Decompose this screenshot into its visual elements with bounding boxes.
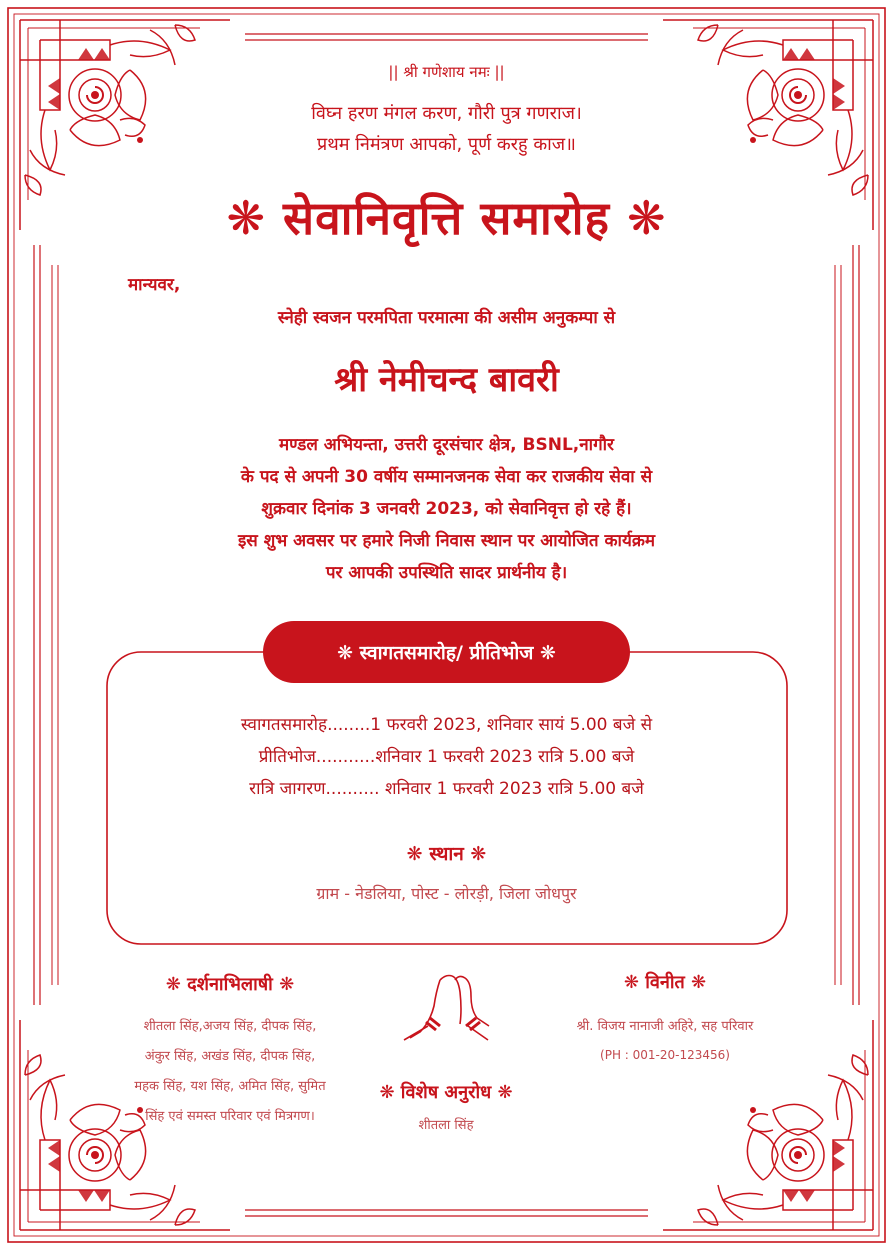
shloka-line-2: प्रथम निमंत्रण आपको, पूर्ण करहु काज॥	[317, 134, 576, 155]
darshan-line-2: अंकुर सिंह, अखंड सिंह, दीपक सिंह,	[144, 1049, 316, 1064]
body-line-5: पर आपकी उपस्थिति सादर प्रार्थनीय है।	[325, 563, 568, 583]
body-line-1: मण्डल अभियन्ता, उत्तरी दूरसंचार क्षेत्र, BSNL,नागौर	[279, 435, 614, 455]
darshan-line-4: सिंह एवं समस्त परिवार एवं मित्रगण।	[145, 1109, 315, 1124]
salutation: मान्यवर,	[128, 275, 181, 295]
body-line-4: इस शुभ अवसर पर हमारे निजी निवास स्थान पर आयोजित कार्यक्रम	[237, 531, 656, 551]
schedule-line-1: स्वागतसमारोह........1 फरवरी 2023, शनिवार सायं 5.00 बजे से	[240, 715, 653, 735]
intro-line: स्नेही स्वजन परमपिता परमात्मा की असीम अनुकम्पा से	[277, 308, 616, 328]
shloka-line-1: विघ्न हरण मंगल करण, गौरी पुत्र गणराज।	[311, 103, 582, 124]
darshan-line-3: महक सिंह, यश सिंह, अमित सिंह, सुमित	[134, 1079, 326, 1094]
body-line-2: के पद से अपनी 30 वर्षीय सम्मानजनक सेवा कर राजकीय सेवा से	[240, 467, 653, 487]
venue-address: ग्राम - नेडलिया, पोस्ट - लोरड़ी, जिला जोधपुर	[316, 884, 577, 903]
honoree-name: श्री नेमीचन्द बावरी	[334, 360, 559, 400]
special-request-name: शीतला सिंह	[418, 1118, 474, 1133]
schedule-line-3: रात्रि जागरण.......... शनिवार 1 फरवरी 2023 रात्रि 5.00 बजे	[249, 779, 644, 799]
ganesh-blessing: || श्री गणेशाय नमः ||	[388, 63, 505, 81]
schedule-line-2: प्रीतिभोज...........शनिवार 1 फरवरी 2023 रात्रि 5.00 बजे	[258, 747, 635, 767]
vinit-name: श्री. विजय नानाजी अहिरे, सह परिवार	[576, 1019, 754, 1034]
darshan-heading: ❋ दर्शनाभिलाषी ❋	[165, 974, 295, 995]
venue-heading: ❋ स्थान ❋	[406, 843, 487, 865]
darshan-line-1: शीतला सिंह,अजय सिंह, दीपक सिंह,	[143, 1019, 317, 1034]
vinit-heading: ❋ विनीत ❋	[623, 972, 707, 993]
vinit-phone: (PH : 001-20-123456)	[600, 1048, 730, 1062]
page-title: ❋ सेवानिवृत्ति समारोह ❋	[226, 191, 667, 245]
event-pill-banner	[263, 621, 630, 683]
namaste-hands-icon	[404, 976, 489, 1041]
event-pill-label: ❋ स्वागतसमारोह/ प्रीतिभोज ❋	[337, 642, 556, 664]
body-line-3: शुक्रवार दिनांक 3 जनवरी 2023, को सेवानिवृत्त हो रहे हैं।	[261, 499, 632, 519]
special-request-heading: ❋ विशेष अनुरोध ❋	[379, 1082, 513, 1103]
